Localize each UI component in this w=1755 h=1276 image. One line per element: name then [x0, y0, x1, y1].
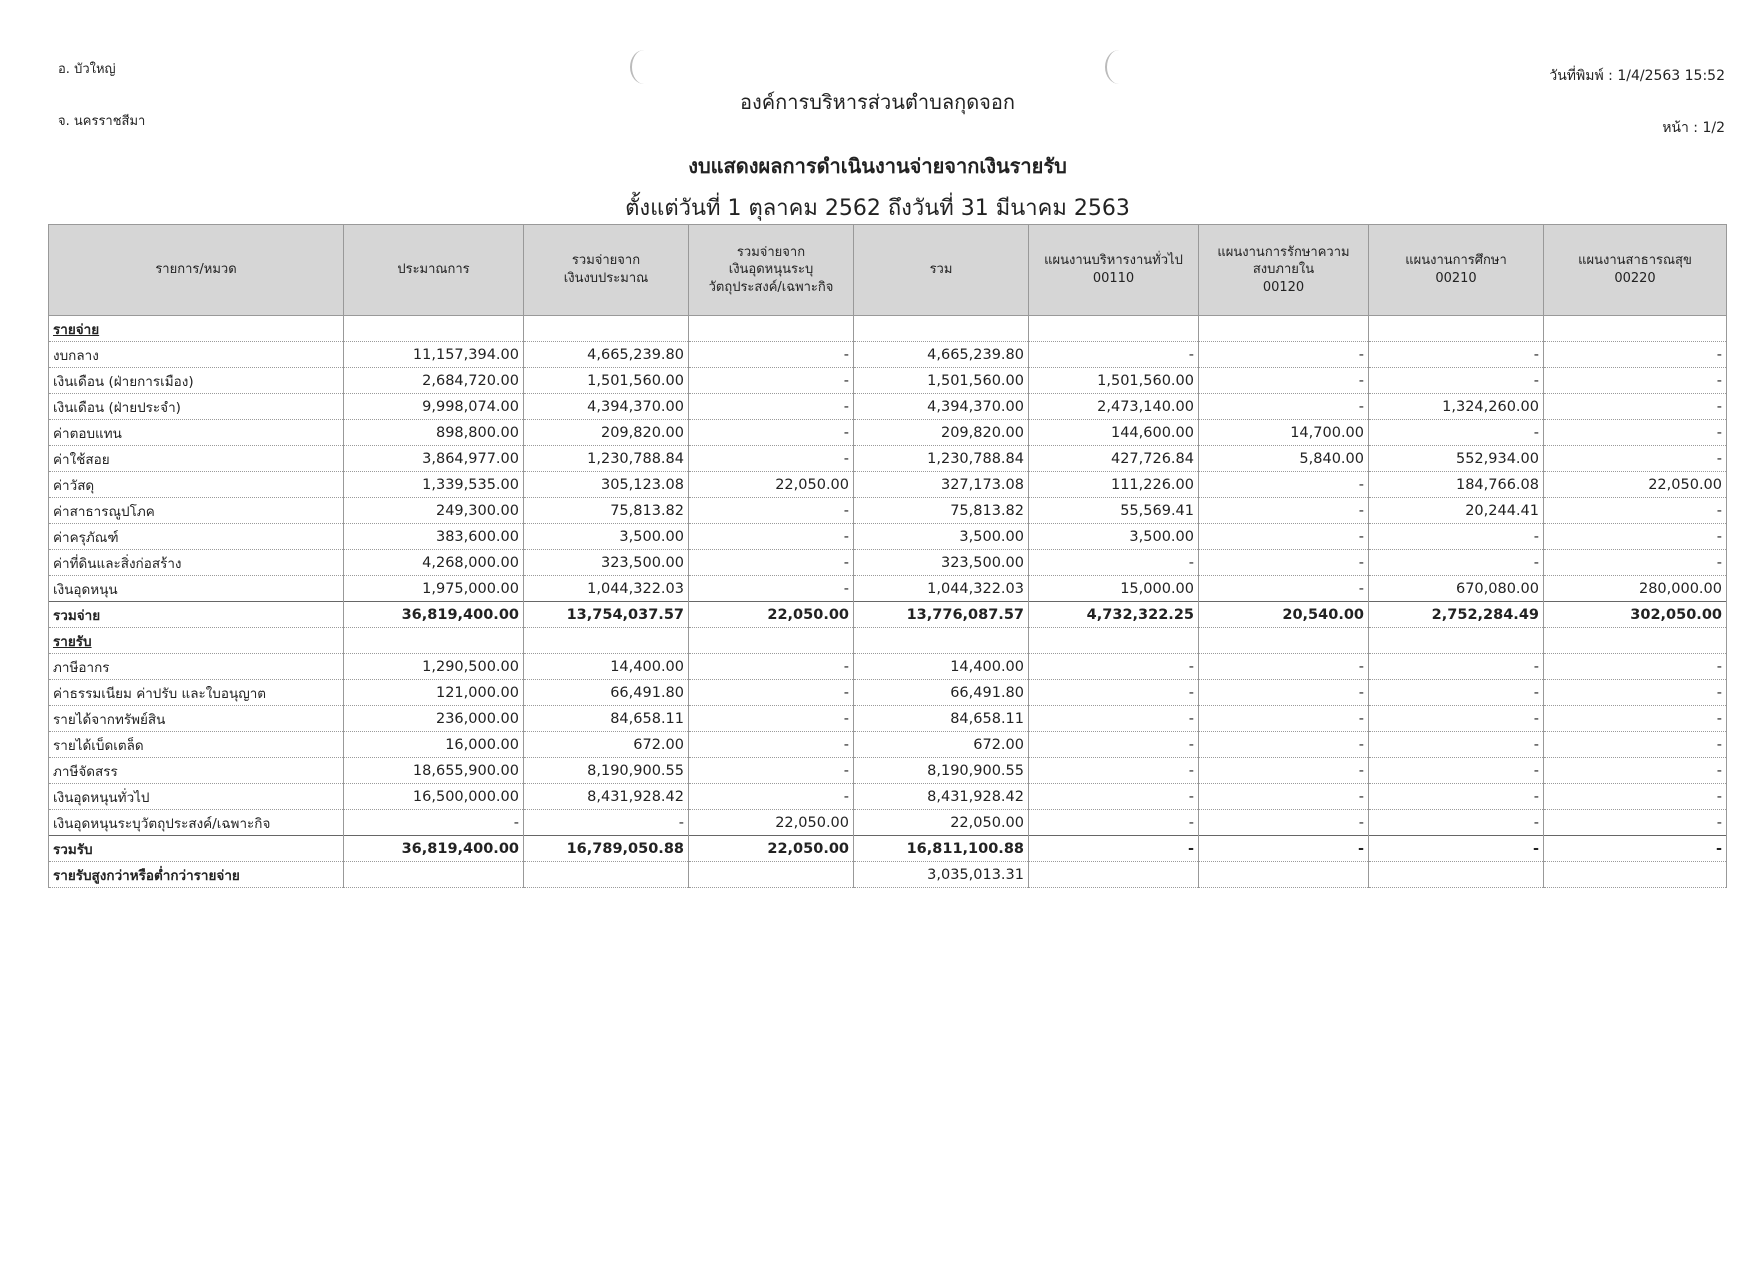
table-cell: - — [1369, 368, 1544, 394]
table-cell — [1369, 316, 1544, 342]
table-cell: 1,290,500.00 — [344, 654, 524, 680]
column-header-0: รายการ/หมวด — [49, 225, 344, 316]
table-cell — [344, 862, 524, 888]
table-cell: - — [1544, 498, 1727, 524]
table-cell: 22,050.00 — [689, 810, 854, 836]
table-cell: 323,500.00 — [854, 550, 1029, 576]
row-label: ค่าสาธารณูปโภค — [49, 498, 344, 524]
table-cell: 4,665,239.80 — [854, 342, 1029, 368]
table-cell: - — [1199, 524, 1369, 550]
table-cell: 302,050.00 — [1544, 602, 1727, 628]
table-cell: 1,975,000.00 — [344, 576, 524, 602]
column-header-3: รวมจ่ายจาก เงินอุดหนุนระบุ วัตถุประสงค์/เฉพาะกิจ — [689, 225, 854, 316]
row-label: เงินเดือน (ฝ่ายประจำ) — [49, 394, 344, 420]
table-cell: - — [1369, 524, 1544, 550]
table-cell: 20,540.00 — [1199, 602, 1369, 628]
table-cell: - — [689, 706, 854, 732]
table-cell: - — [1544, 368, 1727, 394]
table-cell: 66,491.80 — [524, 680, 689, 706]
table-cell: - — [1029, 810, 1199, 836]
table-cell: - — [689, 420, 854, 446]
table-cell: 8,190,900.55 — [524, 758, 689, 784]
table-cell: 22,050.00 — [854, 810, 1029, 836]
table-cell: - — [1199, 368, 1369, 394]
expense-row — [49, 420, 1727, 446]
table-cell: 672.00 — [524, 732, 689, 758]
table-cell: - — [1199, 550, 1369, 576]
revenue-row — [49, 784, 1727, 810]
column-header-6: แผนงานการรักษาความ สงบภายใน 00120 — [1199, 225, 1369, 316]
table-cell: 383,600.00 — [344, 524, 524, 550]
table-cell — [1369, 862, 1544, 888]
table-cell: - — [344, 810, 524, 836]
table-cell: 427,726.84 — [1029, 446, 1199, 472]
table-cell: 14,700.00 — [1199, 420, 1369, 446]
table-cell: - — [1544, 446, 1727, 472]
net-row — [49, 862, 1727, 888]
table-body — [49, 316, 1727, 888]
table-cell: - — [1029, 758, 1199, 784]
table-cell: 3,035,013.31 — [854, 862, 1029, 888]
table-cell: 1,044,322.03 — [854, 576, 1029, 602]
expense-row — [49, 342, 1727, 368]
table-cell — [344, 316, 524, 342]
table-cell: - — [689, 654, 854, 680]
table-cell: - — [689, 732, 854, 758]
table-cell: 144,600.00 — [1029, 420, 1199, 446]
table-cell: - — [524, 810, 689, 836]
table-cell — [1029, 862, 1199, 888]
table-cell: 8,431,928.42 — [524, 784, 689, 810]
report-period: ตั้งแต่วันที่ 1 ตุลาคม 2562 ถึงวันที่ 31 มีนาคม 2563 — [625, 196, 1130, 221]
table-cell: - — [1369, 342, 1544, 368]
row-label: ค่าครุภัณฑ์ — [49, 524, 344, 550]
table-cell: - — [1029, 836, 1199, 862]
row-label: รวมจ่าย — [49, 602, 344, 628]
table-cell — [524, 316, 689, 342]
column-header-4: รวม — [854, 225, 1029, 316]
table-cell: - — [1029, 680, 1199, 706]
table-cell: 84,658.11 — [524, 706, 689, 732]
table-cell: 8,431,928.42 — [854, 784, 1029, 810]
table-cell: - — [1199, 784, 1369, 810]
table-cell — [1199, 628, 1369, 654]
table-cell: 36,819,400.00 — [344, 602, 524, 628]
table-cell: 16,811,100.88 — [854, 836, 1029, 862]
table-cell: 1,339,535.00 — [344, 472, 524, 498]
table-cell — [1544, 316, 1727, 342]
table-cell: - — [1544, 784, 1727, 810]
row-label: รายรับ — [49, 628, 344, 654]
row-label: ค่าตอบแทน — [49, 420, 344, 446]
row-label: ค่าวัสดุ — [49, 472, 344, 498]
row-label: เงินเดือน (ฝ่ายการเมือง) — [49, 368, 344, 394]
row-label: ภาษีอากร — [49, 654, 344, 680]
table-cell: - — [1199, 472, 1369, 498]
table-cell: 22,050.00 — [689, 472, 854, 498]
row-label: งบกลาง — [49, 342, 344, 368]
table-cell: 4,268,000.00 — [344, 550, 524, 576]
table-cell: 1,501,560.00 — [524, 368, 689, 394]
table-cell: 552,934.00 — [1369, 446, 1544, 472]
table-cell: 209,820.00 — [854, 420, 1029, 446]
table-cell: - — [1199, 342, 1369, 368]
table-cell: - — [1544, 758, 1727, 784]
table-cell: 249,300.00 — [344, 498, 524, 524]
table-cell: - — [1199, 732, 1369, 758]
table-cell: 75,813.82 — [524, 498, 689, 524]
expense-row — [49, 472, 1727, 498]
table-cell: 1,324,260.00 — [1369, 394, 1544, 420]
expense-total-row — [49, 602, 1727, 628]
expense-row — [49, 446, 1727, 472]
table-cell: - — [1369, 420, 1544, 446]
revenue-row — [49, 732, 1727, 758]
table-cell: - — [689, 394, 854, 420]
table-cell: - — [1544, 550, 1727, 576]
table-cell: - — [1369, 732, 1544, 758]
table-cell: - — [1029, 550, 1199, 576]
table-cell: - — [1544, 680, 1727, 706]
table-cell: 4,394,370.00 — [524, 394, 689, 420]
table-cell: 672.00 — [854, 732, 1029, 758]
expense-row — [49, 576, 1727, 602]
table-cell: 4,732,322.25 — [1029, 602, 1199, 628]
table-cell: 22,050.00 — [689, 836, 854, 862]
table-cell: 36,819,400.00 — [344, 836, 524, 862]
row-label: รายจ่าย — [49, 316, 344, 342]
district-label: อ. บัวใหญ่ — [58, 62, 116, 77]
table-cell: 2,684,720.00 — [344, 368, 524, 394]
table-cell: - — [1199, 836, 1369, 862]
table-cell: - — [1544, 524, 1727, 550]
row-label: รวมรับ — [49, 836, 344, 862]
table-cell: - — [1369, 654, 1544, 680]
table-cell: - — [1544, 394, 1727, 420]
column-header-2: รวมจ่ายจาก เงินงบประมาณ — [524, 225, 689, 316]
table-cell: 15,000.00 — [1029, 576, 1199, 602]
row-label: ค่าธรรมเนียม ค่าปรับ และใบอนุญาต — [49, 680, 344, 706]
table-cell: - — [1199, 680, 1369, 706]
table-cell: 280,000.00 — [1544, 576, 1727, 602]
table-cell: - — [1369, 680, 1544, 706]
organization-name: องค์การบริหารส่วนตำบลกุดจอก — [739, 90, 1016, 114]
table-cell: - — [1199, 654, 1369, 680]
row-label: เงินอุดหนุน — [49, 576, 344, 602]
table-cell: 209,820.00 — [524, 420, 689, 446]
table-cell: - — [689, 784, 854, 810]
table-cell — [344, 628, 524, 654]
table-cell — [524, 862, 689, 888]
table-cell: - — [689, 524, 854, 550]
table-cell: 121,000.00 — [344, 680, 524, 706]
table-cell: - — [1199, 498, 1369, 524]
row-label: ภาษีจัดสรร — [49, 758, 344, 784]
table-cell: 22,050.00 — [689, 602, 854, 628]
table-cell: 3,500.00 — [1029, 524, 1199, 550]
table-cell: 327,173.08 — [854, 472, 1029, 498]
row-label: เงินอุดหนุนทั่วไป — [49, 784, 344, 810]
column-header-1: ประมาณการ — [344, 225, 524, 316]
row-label: รายได้เบ็ดเตล็ด — [49, 732, 344, 758]
print-date: วันที่พิมพ์ : 1/4/2563 15:52 — [1549, 68, 1725, 84]
table-cell: - — [1544, 810, 1727, 836]
table-cell: - — [1199, 394, 1369, 420]
revenue-total-row — [49, 836, 1727, 862]
table-cell: - — [1199, 810, 1369, 836]
report-title: งบแสดงผลการดำเนินงานจ่ายจากเงินรายรับ — [688, 154, 1067, 178]
table-cell: - — [1369, 758, 1544, 784]
table-cell: - — [1369, 784, 1544, 810]
table-cell: - — [1544, 420, 1727, 446]
table-cell: - — [1029, 342, 1199, 368]
table-cell: 14,400.00 — [524, 654, 689, 680]
table-cell: 1,230,788.84 — [854, 446, 1029, 472]
table-cell: 184,766.08 — [1369, 472, 1544, 498]
table-cell: 4,665,239.80 — [524, 342, 689, 368]
table-cell — [1544, 628, 1727, 654]
table-cell: 66,491.80 — [854, 680, 1029, 706]
table-cell — [854, 316, 1029, 342]
table-cell: 5,840.00 — [1199, 446, 1369, 472]
table-cell: 3,864,977.00 — [344, 446, 524, 472]
page-number: หน้า : 1/2 — [1662, 120, 1725, 136]
revenue-row — [49, 680, 1727, 706]
table-cell: 9,998,074.00 — [344, 394, 524, 420]
table-cell: - — [689, 498, 854, 524]
table-cell — [524, 628, 689, 654]
expense-row — [49, 368, 1727, 394]
table-cell: - — [1029, 732, 1199, 758]
table-cell: - — [1544, 732, 1727, 758]
table-cell: 1,044,322.03 — [524, 576, 689, 602]
column-header-5: แผนงานบริหารงานทั่วไป 00110 — [1029, 225, 1199, 316]
column-header-8: แผนงานสาธารณสุข 00220 — [1544, 225, 1727, 316]
revenue-row — [49, 706, 1727, 732]
table-header-row — [49, 225, 1727, 316]
table-cell: 236,000.00 — [344, 706, 524, 732]
table-cell: - — [689, 758, 854, 784]
table-cell: 323,500.00 — [524, 550, 689, 576]
table-cell: - — [1544, 706, 1727, 732]
expense-row — [49, 498, 1727, 524]
table-cell: 84,658.11 — [854, 706, 1029, 732]
table-cell: - — [689, 576, 854, 602]
table-cell — [1029, 628, 1199, 654]
table-cell: - — [1029, 706, 1199, 732]
table-cell: 1,501,560.00 — [854, 368, 1029, 394]
section-header — [49, 628, 1727, 654]
table-cell — [1369, 628, 1544, 654]
table-cell: 670,080.00 — [1369, 576, 1544, 602]
table-cell — [854, 628, 1029, 654]
table-cell: 2,473,140.00 — [1029, 394, 1199, 420]
table-cell — [689, 862, 854, 888]
table-cell: 75,813.82 — [854, 498, 1029, 524]
expense-row — [49, 394, 1727, 420]
table-cell: - — [1369, 810, 1544, 836]
revenue-row — [49, 758, 1727, 784]
table-cell: - — [689, 680, 854, 706]
table-cell: - — [1369, 836, 1544, 862]
report-table — [48, 224, 1727, 888]
table-cell: - — [689, 368, 854, 394]
table-cell: 3,500.00 — [854, 524, 1029, 550]
table-cell: 11,157,394.00 — [344, 342, 524, 368]
table-cell — [1029, 316, 1199, 342]
scan-mark — [630, 50, 658, 84]
table-cell — [1199, 316, 1369, 342]
table-cell: 16,500,000.00 — [344, 784, 524, 810]
table-cell: - — [1369, 706, 1544, 732]
table-cell: 22,050.00 — [1544, 472, 1727, 498]
province-label: จ. นครราชสีมา — [58, 114, 146, 129]
table-cell: 8,190,900.55 — [854, 758, 1029, 784]
table-cell: 18,655,900.00 — [344, 758, 524, 784]
table-cell — [689, 628, 854, 654]
revenue-row — [49, 654, 1727, 680]
table-cell: - — [1199, 576, 1369, 602]
table-cell: - — [1199, 758, 1369, 784]
section-header — [49, 316, 1727, 342]
table-cell: - — [689, 342, 854, 368]
table-cell: 1,501,560.00 — [1029, 368, 1199, 394]
table-cell: - — [689, 550, 854, 576]
row-label: รายได้จากทรัพย์สิน — [49, 706, 344, 732]
table-cell: - — [1029, 784, 1199, 810]
table-cell: 55,569.41 — [1029, 498, 1199, 524]
table-cell — [1199, 862, 1369, 888]
table-cell — [689, 316, 854, 342]
table-cell: 13,776,087.57 — [854, 602, 1029, 628]
expense-row — [49, 550, 1727, 576]
row-label: ค่าใช้สอย — [49, 446, 344, 472]
table-cell: 1,230,788.84 — [524, 446, 689, 472]
table-cell: 111,226.00 — [1029, 472, 1199, 498]
table-cell: 13,754,037.57 — [524, 602, 689, 628]
row-label: เงินอุดหนุนระบุวัตถุประสงค์/เฉพาะกิจ — [49, 810, 344, 836]
table-cell: 305,123.08 — [524, 472, 689, 498]
table-cell: 14,400.00 — [854, 654, 1029, 680]
column-header-7: แผนงานการศึกษา 00210 — [1369, 225, 1544, 316]
table-cell: - — [1544, 654, 1727, 680]
table-cell: 16,000.00 — [344, 732, 524, 758]
table-cell: 4,394,370.00 — [854, 394, 1029, 420]
table-cell: - — [689, 446, 854, 472]
table-cell: 3,500.00 — [524, 524, 689, 550]
table-cell: 2,752,284.49 — [1369, 602, 1544, 628]
table-cell: - — [1029, 654, 1199, 680]
revenue-row — [49, 810, 1727, 836]
table-cell: - — [1369, 550, 1544, 576]
table-cell — [1544, 862, 1727, 888]
table-cell: 20,244.41 — [1369, 498, 1544, 524]
scan-mark — [1105, 50, 1133, 84]
row-label: รายรับสูงกว่าหรือต่ำกว่ารายจ่าย — [49, 862, 344, 888]
table-cell: 898,800.00 — [344, 420, 524, 446]
table-cell: - — [1544, 342, 1727, 368]
row-label: ค่าที่ดินและสิ่งก่อสร้าง — [49, 550, 344, 576]
table-cell: 16,789,050.88 — [524, 836, 689, 862]
expense-row — [49, 524, 1727, 550]
table-cell: - — [1199, 706, 1369, 732]
table-cell: - — [1544, 836, 1727, 862]
